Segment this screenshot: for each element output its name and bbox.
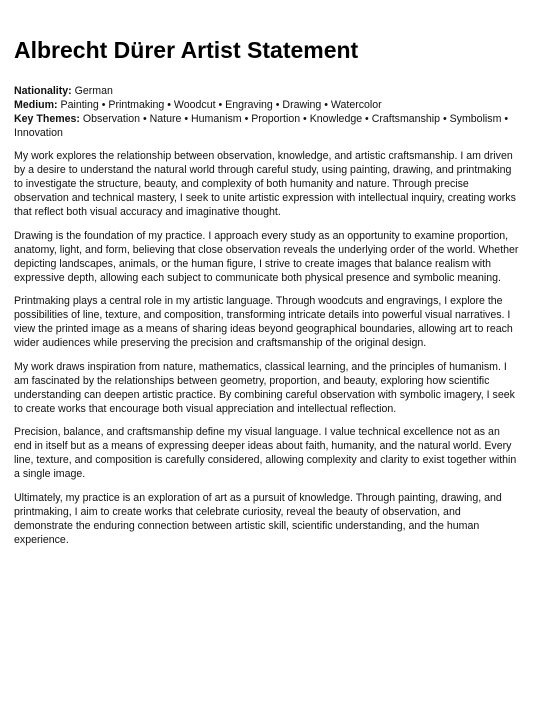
statement-paragraph-6: Ultimately, my practice is an exploration of art as a pursuit of knowledge. Through painting, drawing, and printmaking, I aim to create works that celebrate curiosity, reveal the beauty of observation, and demonstrate the enduring connection between artistic skill, scientific understanding, and the human experience. — [14, 491, 502, 546]
meta-value: Observation • Nature • Humanism • Proportion • Knowledge • Craftsmanship • Symbolism • Innovation — [14, 113, 509, 139]
page-title: Albrecht Dürer Artist Statement — [14, 37, 359, 63]
statement-paragraph-5: Precision, balance, and craftsmanship define my visual language. I value technical excellence not as an end in itself but as a means of expressing deeper ideas about faith, humanity, and the natural world. Every line, texture, and composition is carefully considered, allowing complexity and clarity to exist together within a single image. — [14, 426, 517, 480]
meta-medium — [14, 98, 519, 112]
statement-paragraph-1: My work explores the relationship between observation, knowledge, and artistic craftsmanship. I am driven by a desire to understand the natural world through careful study, using painting, drawing, and printmaking to investigate the structure, beauty, and complexity of both humanity and nature. Through precise observation and technical mastery, I seek to unite artistic expression with intellectual inquiry, creating works that reflect both visual accuracy and imaginative thought. — [14, 150, 516, 218]
meta-nationality — [14, 84, 519, 98]
artist-meta — [14, 84, 519, 140]
statement-paragraph-4: My work draws inspiration from nature, mathematics, classical learning, and the principles of humanism. I am fascinated by the relationships between geometry, proportion, and beauty, exploring how scientific understanding can deepen artistic practice. By combining careful observation with symbolic imagery, I seek to create works that encourage both visual appreciation and intellectual reflection. — [14, 360, 515, 415]
meta-label: Nationality: — [14, 85, 72, 97]
meta-key-themes — [14, 112, 519, 140]
meta-label: Medium: — [14, 99, 58, 111]
meta-value: German — [71, 85, 113, 97]
meta-label: Key Themes: — [14, 113, 80, 125]
meta-value: Painting • Printmaking • Woodcut • Engraving • Drawing • Watercolor — [57, 99, 382, 111]
statement-paragraph-2: Drawing is the foundation of my practice. I approach every study as an opportunity to examine proportion, anatomy, light, and form, believing that close observation reveals the underlying order of the world. Whether depicting landscapes, animals, or the human figure, I strive to create images that balance realism with expressive depth, allowing each subject to communicate both physical presence and symbolic meaning. — [14, 229, 519, 284]
statement-paragraph-3: Printmaking plays a central role in my artistic language. Through woodcuts and engravings, I explore the possibilities of line, texture, and composition, transforming intricate details into powerful visual narratives. I view the printed image as a means of sharing ideas beyond geographical boundaries, allowing art to reach wider audiences while preserving the precision and craftsmanship of the original design. — [14, 295, 513, 349]
